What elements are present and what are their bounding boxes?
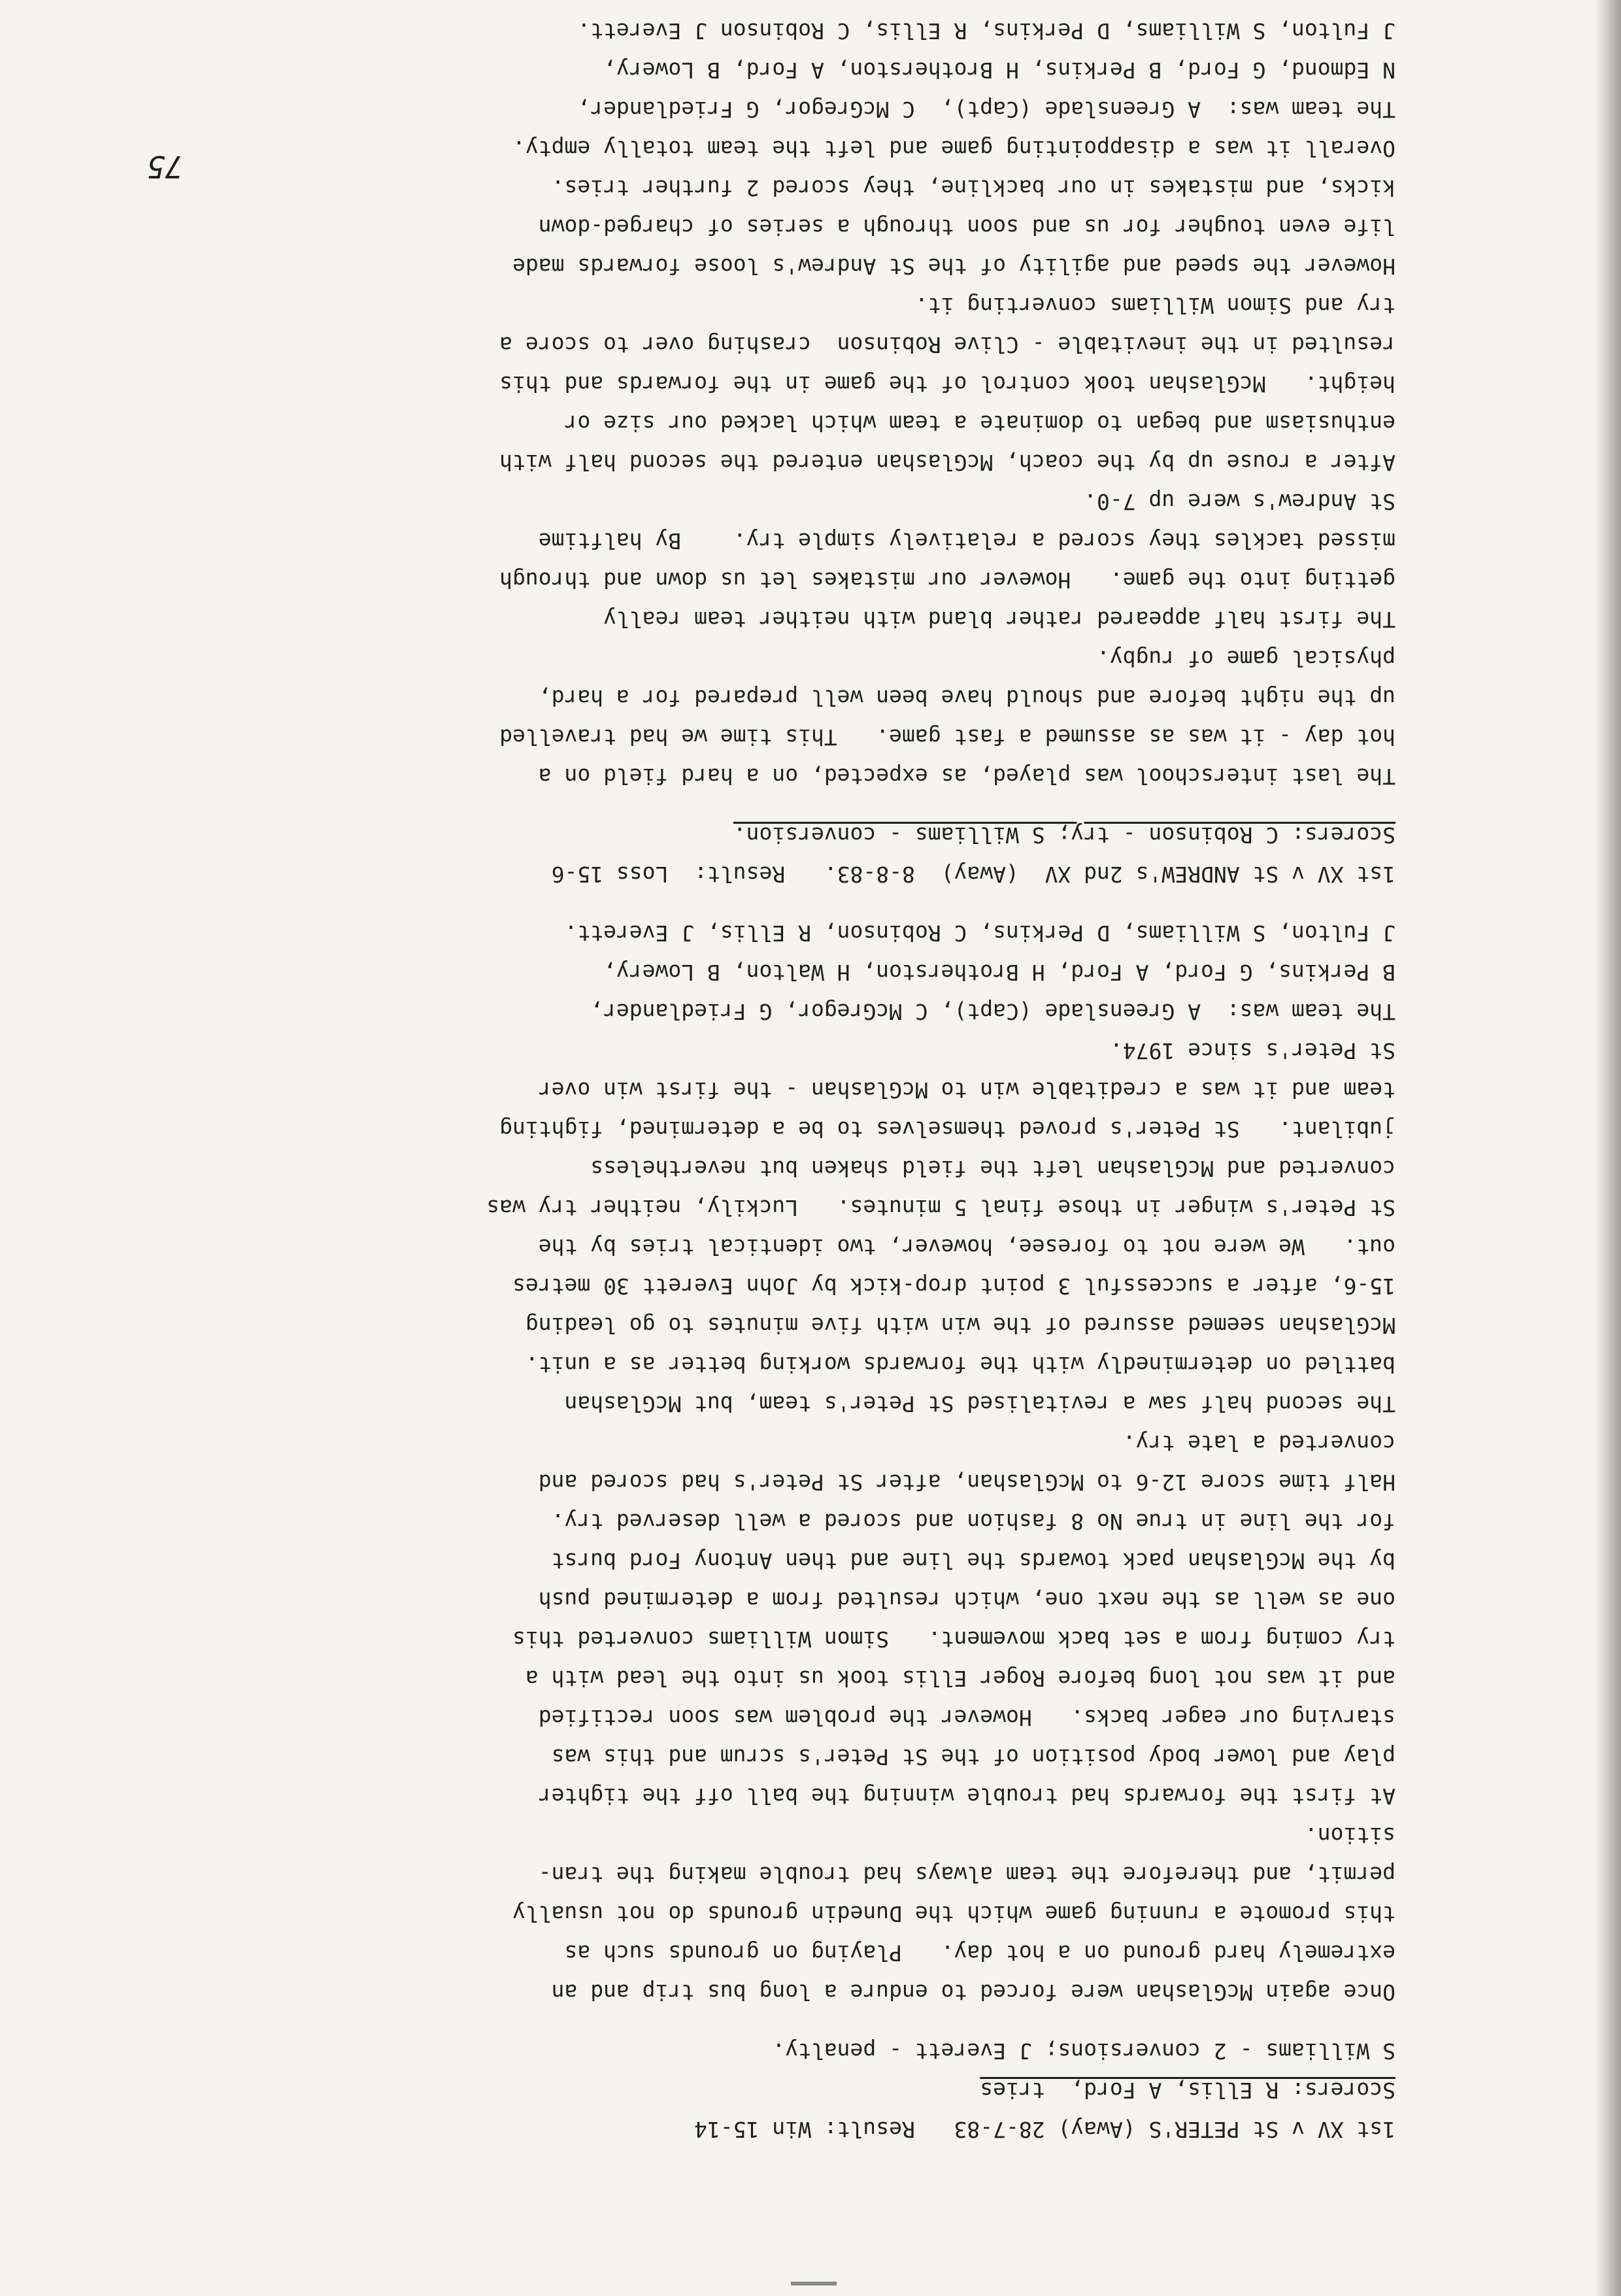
text-line: play and lower body position of the St Peter's scrum and this was (551, 1744, 1395, 1770)
text-line: The team was: A Greenslade (Capt), C McGregor, G Friedlander, (577, 97, 1395, 122)
text-line: J Fulton, S Williams, D Perkins, R Ellis, C Robinson J Everett. (577, 18, 1395, 44)
match1-scorers-line1: Scorers: R Ellis, A Ford, tries (980, 2078, 1395, 2103)
match2-paragraph-4 (180, 129, 1395, 286)
text-line: McGlashan seemed assured of the win with five minutes to go leading (525, 1313, 1395, 1338)
text-line: one as well as the next one, which resulted from a determined push (538, 1587, 1395, 1613)
text-line: converted a late try. (1122, 1430, 1395, 1456)
text-line: At first the forwards had trouble winning the ball off the tighter (538, 1783, 1395, 1809)
text-line: battled on determinedly with the forwards working better as a unit. (525, 1352, 1395, 1377)
text-line: team and it was a creditable win to McGlashan - the first win over (538, 1077, 1395, 1103)
text-line: sition. (1304, 1823, 1395, 1848)
text-line: this promote a running game which the Dunedin grounds do not usually (512, 1901, 1395, 1927)
text-line: out. We were not to foresee, however, two identical tries by the (538, 1234, 1395, 1260)
text-line: height. McGlashan took control of the game in the forwards and this (499, 371, 1395, 397)
match2-heading: 1st XV v St ANDREW's 2nd XV (Away) 8-8-83. Result: Loss 15-6 (551, 862, 1395, 887)
match1-heading: 1st XV v St PETER'S (Away) 28-7-83 Result: Win 15-14 (694, 2117, 1395, 2142)
match2-team-list (180, 11, 1395, 129)
text-line: St Peter's winger in those final 5 minutes. Luckily, neither try was (486, 1195, 1395, 1221)
match2-paragraph-1 (180, 639, 1395, 796)
text-line: enthusiasm and began to dominate a team which lacked our size or (564, 411, 1395, 436)
text-line: hot day - it was as assumed a fast game. This time we had travelled (499, 724, 1395, 750)
text-line: try coming from a set back movement. Simon Williams converted this (512, 1627, 1395, 1652)
text-line: resulted in the inevitable - Clive Robinson crashing over to score a (499, 332, 1395, 358)
text-line: St Peter's since 1974. (1109, 1038, 1395, 1064)
match2-paragraph-2 (180, 482, 1395, 639)
text-line: After a rouse up by the coach, McGlashan entered the second half with (499, 450, 1395, 475)
text-line: by the McGlashan pack towards the line and then Antony Ford burst (551, 1548, 1395, 1574)
text-line: The first half appeared rather bland with neither team really (603, 607, 1395, 632)
text-line: physical game of rugby. (1097, 646, 1395, 671)
text-line: converted and McGlashan left the field shaken but nevertheless (590, 1156, 1395, 1181)
match1-scorers-line2: S Williams - 2 conversions; J Everett - penalty. (772, 2038, 1395, 2064)
text-line: Overall it was a disappointing game and left the team totally empty. (512, 136, 1395, 161)
match1-paragraph-2 (180, 1423, 1395, 1815)
text-line: extremely hard ground on a hot day. Playing on grounds such as (564, 1940, 1395, 1966)
text-line: up the night before and should have been well prepared for a hard, (538, 685, 1395, 711)
text-line: and it was not long before Roger Ellis took us into the lead with a (525, 1666, 1395, 1691)
text-line: starving our eager backs. However the problem was soon rectified (538, 1705, 1395, 1730)
text-line: The team was: A Greenslade (Capt), C McGregor, G Friedlander, (590, 999, 1395, 1024)
text-line: The second half saw a revitalised St Peter's team, but McGlashan (564, 1391, 1395, 1417)
text-line: kicks, and mistakes in our backline, they scored 2 further tries. (551, 175, 1395, 201)
match1-paragraph-1 (180, 1815, 1395, 2012)
text-line: However the speed and agility of the St Andrew's loose forwards made (512, 254, 1395, 279)
text-line: J Fulton, S Williams, D Perkins, C Robinson, R Ellis, J Everett. (564, 920, 1395, 946)
text-line: jubilant. St Peter's proved themselves to be a determined, fighting (499, 1117, 1395, 1142)
text-line: St Andrew's were up 7-0. (1084, 489, 1395, 515)
match2-scorers: Scorers: C Robinson - try; S Williams - conversion. (733, 822, 1395, 848)
text-line: Once again McGlashan were forced to endure a long bus trip and an (551, 1980, 1395, 2005)
match1-team-list (180, 913, 1395, 1031)
match2-paragraph-3 (180, 286, 1395, 482)
text-line: try and Simon Williams converting it. (914, 293, 1395, 318)
match1-paragraph-3 (180, 1031, 1395, 1423)
page-number: 75 (146, 149, 183, 184)
text-line: getting into the game. However our mistakes let us down and through (499, 567, 1395, 593)
text-line: B Perkins, G Ford, A Ford, H Brotherston, H Walton, B Lowery, (603, 960, 1395, 985)
text-line: The last interschool was played, as expected, on a hard field on a (538, 764, 1395, 789)
text-line: Half time score 12-6 to McGlashan, after St Peter's had scored and (538, 1470, 1395, 1495)
text-line: N Edmond, G Ford, B Perkins, H Brotherston, A Ford, B Lowery, (603, 58, 1395, 83)
text-line: life even tougher for us and soon through a series of charged-down (538, 214, 1395, 240)
text-line: 15-6, after a successful 3 point drop-kick by John Everett 30 metres (512, 1274, 1395, 1299)
text-line: for the line in true No 8 fashion and scored a well deserved try. (551, 1509, 1395, 1534)
text-line: missed tackles they scored a relatively simple try. By halftime (538, 528, 1395, 554)
match-reports (180, 11, 1395, 2149)
text-line: permit, and therefore the team always had trouble making the tran- (538, 1862, 1395, 1887)
